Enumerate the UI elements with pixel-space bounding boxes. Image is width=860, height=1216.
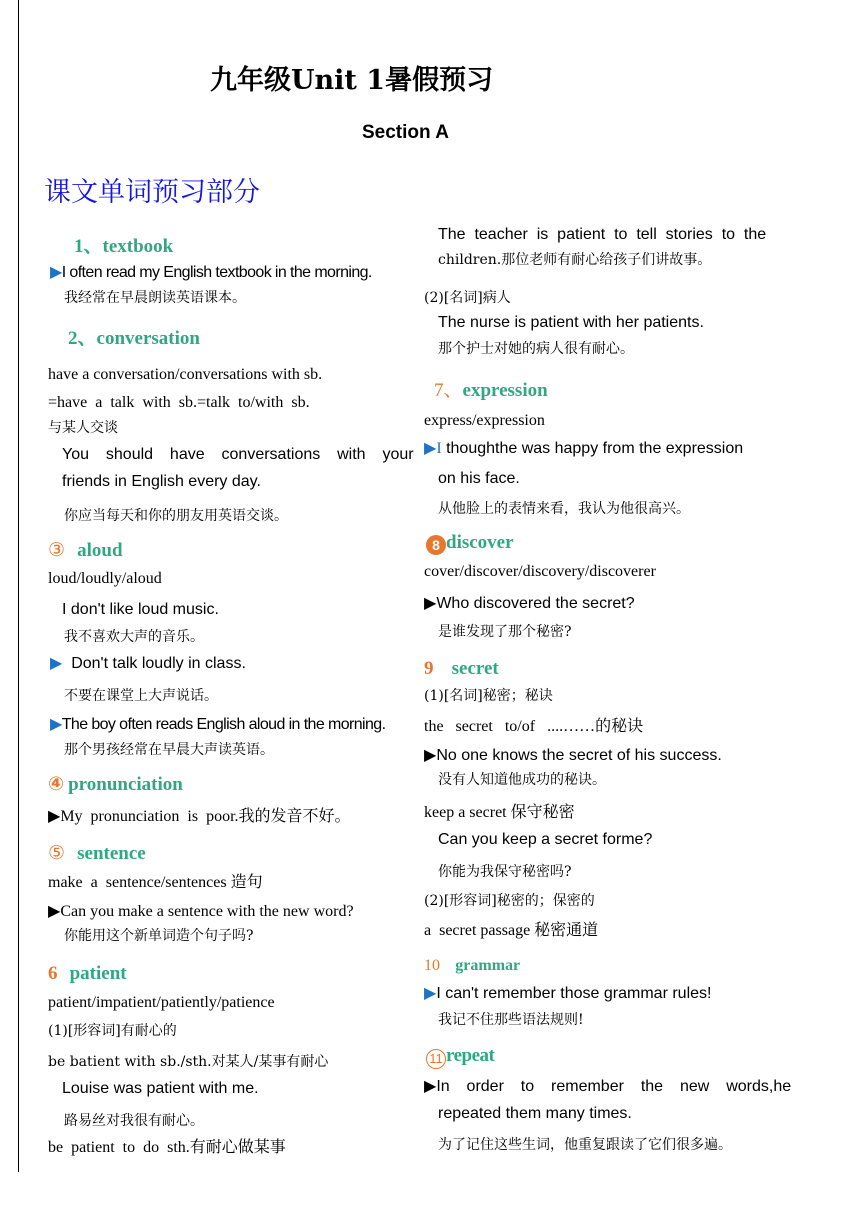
repeat-example-2: repeated them many times.: [438, 1105, 632, 1122]
aloud-translation-2: 不要在课堂上大声说话。: [64, 688, 218, 704]
aloud-forms: loud/loudly/aloud: [48, 570, 162, 587]
grammar-translation: 我记不住那些语法规则!: [438, 1012, 584, 1028]
conversation-phrase-1: have a conversation/conversations with sb.: [48, 366, 323, 383]
arrow-icon: ▶: [424, 440, 437, 457]
aloud-example-1: I don't like loud music.: [62, 601, 219, 618]
arrow-icon: ▶: [424, 595, 437, 612]
expression-example-1: ▶I thoughthe was happy from the expression: [424, 440, 744, 457]
arrow-icon: ▶: [424, 747, 437, 764]
patient-example-1: Louise was patient with me.: [62, 1080, 259, 1097]
patient-translation-1: 路易丝对我很有耐心。: [64, 1113, 204, 1129]
word-textbook-heading: 1、textbook: [74, 236, 174, 257]
conversation-phrase-3: 与某人交谈: [48, 420, 118, 436]
margin-rule: [18, 0, 19, 1172]
secret-example-1: ▶No one knows the secret of his success.: [424, 747, 722, 764]
word-textbook-example: ▶I often read my English textbook in the morning.: [50, 264, 372, 281]
conversation-translation: 你应当每天和你的朋友用英语交谈。: [64, 508, 288, 524]
word-expression-heading: 7、expression: [434, 380, 548, 401]
word-discover-heading: 8 discover: [426, 533, 514, 555]
repeat-example-1: ▶In order to remember the new words,he: [424, 1078, 792, 1095]
arrow-icon: ▶: [424, 1078, 437, 1095]
expression-translation: 从他脸上的表情来看，我认为他很高兴。: [438, 501, 690, 517]
conversation-example-2: friends in English every day.: [62, 473, 261, 490]
arrow-icon: ▶: [48, 808, 61, 825]
patient-translation-3: 那个护士对她的病人很有耐心。: [438, 341, 634, 357]
word-repeat-heading: 11 repeat: [426, 1046, 494, 1069]
page-title: 九年级Unit 1暑假预习: [210, 65, 494, 96]
grammar-example: ▶I can't remember those grammar rules!: [424, 985, 712, 1002]
secret-phrase-1: the secret to/of ....……的秘诀: [424, 718, 644, 735]
word-aloud-heading: ③ aloud: [48, 539, 123, 561]
expression-forms: express/expression: [424, 412, 545, 429]
sentence-phrase: make a sentence/sentences 造句: [48, 874, 263, 891]
word-textbook-translation: 我经常在早晨朗读英语课本。: [64, 290, 246, 306]
patient-definition-1: (1)[形容词]有耐心的: [48, 1023, 177, 1039]
aloud-translation-3: 那个男孩经常在早晨大声读英语。: [64, 742, 274, 758]
sentence-example: ▶Can you make a sentence with the new word?: [48, 903, 354, 920]
repeat-translation: 为了记住这些生词，他重复跟读了它们很多遍。: [438, 1137, 732, 1153]
patient-example-2b: children.那位老师有耐心给孩子们讲故事。: [438, 252, 712, 268]
arrow-icon: ▶: [50, 655, 63, 672]
patient-example-3: The nurse is patient with her patients.: [438, 314, 704, 331]
discover-translation: 是谁发现了那个秘密?: [438, 624, 572, 640]
arrow-icon: ▶: [50, 264, 62, 281]
discover-example: ▶Who discovered the secret?: [424, 595, 635, 612]
sentence-translation: 你能用这个新单词造个句子吗?: [64, 928, 254, 944]
word-secret-heading: 9 secret: [424, 658, 499, 679]
word-patient-heading: 6 patient: [48, 963, 127, 984]
secret-translation-2: 你能为我保守秘密吗?: [438, 864, 572, 880]
word-sentence-heading: ⑤ sentence: [48, 842, 146, 864]
number-badge: 8: [426, 535, 446, 555]
discover-forms: cover/discover/discovery/discoverer: [424, 563, 656, 580]
aloud-example-3: ▶The boy often reads English aloud in the morning.: [50, 716, 386, 733]
secret-definition-1: (1)[名词]秘密；秘诀: [424, 688, 553, 704]
number-badge: 11: [426, 1049, 446, 1069]
conversation-phrase-2: =have a talk with sb.=talk to/with sb.: [48, 394, 310, 411]
section-label: Section A: [362, 122, 449, 143]
patient-phrase-2: be patient to do sth.有耐心做某事: [48, 1139, 286, 1156]
aloud-translation-1: 我不喜欢大声的音乐。: [64, 629, 204, 645]
secret-example-2: Can you keep a secret forme?: [438, 831, 653, 848]
patient-phrase-1: be batient with sb./sth.对某人/某事有耐心: [48, 1054, 329, 1070]
word-pronunciation-heading: ④ pronunciation: [48, 773, 183, 795]
conversation-example-1: You should have conversations with your: [62, 446, 414, 463]
patient-example-2a: The teacher is patient to tell stories to the: [438, 226, 767, 243]
secret-translation-1: 没有人知道他成功的秘诀。: [438, 772, 606, 788]
aloud-example-2: ▶ Don't talk loudly in class.: [50, 655, 246, 672]
arrow-icon: ▶: [424, 985, 437, 1002]
word-conversation-heading: 2、conversation: [68, 328, 200, 349]
secret-definition-2: (2)[形容词]秘密的；保密的: [424, 893, 595, 909]
word-grammar-heading: 10 grammar: [424, 957, 521, 974]
arrow-icon: ▶: [48, 903, 61, 920]
pronunciation-example: ▶My pronunciation is poor.我的发音不好。: [48, 808, 351, 825]
patient-forms: patient/impatient/patiently/patience: [48, 994, 275, 1011]
secret-phrase-2: keep a secret 保守秘密: [424, 804, 575, 821]
arrow-icon: ▶: [50, 716, 62, 733]
patient-definition-2: (2)[名词]病人: [424, 290, 511, 306]
main-heading: 课文单词预习部分: [44, 177, 260, 208]
secret-phrase-3: a secret passage 秘密通道: [424, 922, 599, 939]
expression-example-2: on his face.: [438, 470, 520, 487]
